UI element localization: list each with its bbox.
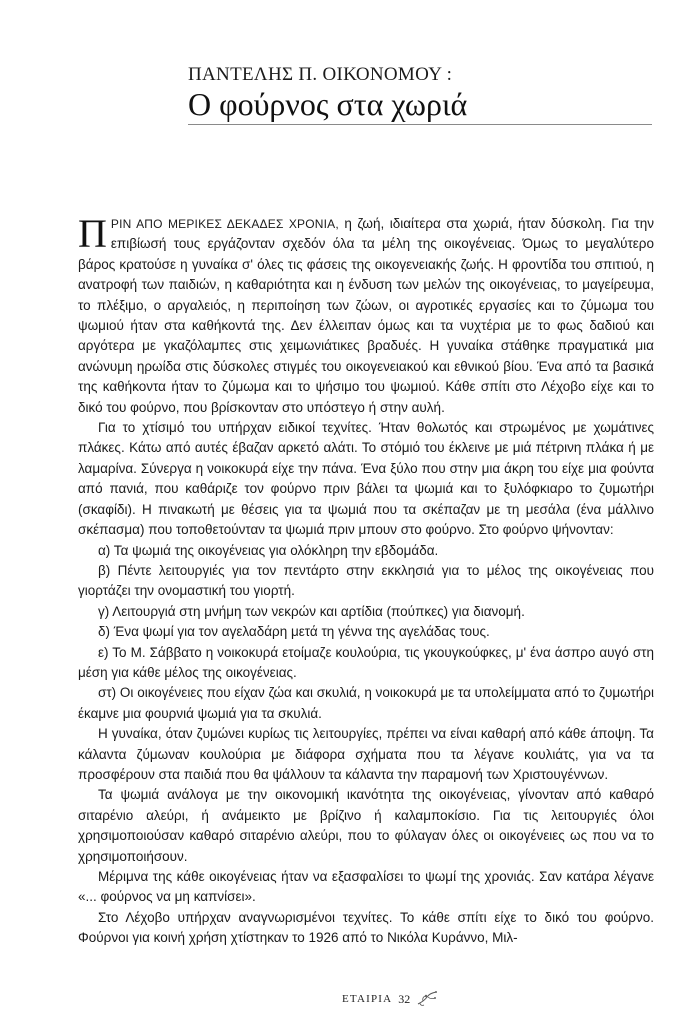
list-item: δ) Ένα ψωμί για τον αγελαδάρη μετά τη γέννα της αγελάδας τους. <box>98 624 490 640</box>
list-item: ε) Το Μ. Σάββατο η νοικοκυρά ετοίμαζε κουλούρια, τις γκουγκούφκες, μ' ένα άσπρο αυγό στη μέση για κάθε μέλος της οικογένειας. <box>78 644 654 680</box>
list-item: γ) Λειτουργιά στη μνήμη των νεκρών και αρτίδια (πούπκες) για διανομή. <box>98 603 525 619</box>
page-number: 32 <box>398 991 411 1006</box>
floral-ornament-icon <box>416 990 438 1008</box>
footer-section-name: ΕΤΑΙΡΙΑ <box>342 993 393 1005</box>
article-body <box>78 211 654 949</box>
first-paragraph-text: η ζωή, ιδιαίτερα στα χωριά, ήταν δύσκολη. Για την επιβίωσή τους εργάζονταν σχεδόν όλα τα μέλη της οικογένειας. Όμως το μεγαλύτερο βάρος κρατούσε η γυναίκα σ' όλες τις φάσεις της οικογενειακής ζωής. Η φροντίδα του σπιτιού, η ανατροφή των παιδιών, η καθαριότητα και η ένδυση των μελών της οικογένειας, το μαγείρευμα, το πλέξιμο, ο αργαλειός, η περιποίηση των ζώων, οι αγροτικές εργασίες και το ζύμωμα του ψωμιού ήταν στα καθήκοντά της. Δεν έλλειπαν όμως και τα νυχτέρια με το φως δαδιού και αργότερα με γκαζόλαμπες στις χειμωνιάτικες βραδυές. Η γυναίκα στάθηκε πραγματικά μια ανώνυμη ηρωίδα στις δύσκολες στιγμές του οικογενειακού και εθνικού βίου. Ένα από τα βασικά της καθήκοντα ήταν το ζύμωμα και το ψήσιμο του ψωμιού. Κάθε σπίτι στο Λέχοβο είχε και το δικό του φούρνο, που βρίσκονταν στο υπόστεγο ή στην αυλή. <box>78 216 654 415</box>
page-footer <box>342 989 438 1009</box>
paragraph: Για το χτίσιμό του υπήρχαν ειδικοί τεχνίτες. Ήταν θολωτός και στρωμένος με χωμάτινες πλάκες. Κάτω από αυτές έβαζαν αρκετό αλάτι. Το στόμιό του έκλεινε με μιά πέτρινη πλάκα ή με λαμαρίνα. Σύνεργα η νοικοκυρά είχε την πάνα. Ένα ξύλο που στην μια άκρη του είχε μια φούντα από πανιά, που καθάριζε τον φούρνο πριν βάλει τα ψωμιά και το ξυλόφκιαρο το ζυμωτήρι (σκαφίδι). Η πινακωτή με θέσεις για τα ψωμιά που τα σκέπαζαν με τη μεσάλα (ένα μάλλινο σκέπασμα) που τοποθετούνταν τα ψωμιά πριν μπουν στο φούρνο. Στο φούρνο ψήνονταν: <box>78 420 654 538</box>
list-item: στ) Οι οικογένειες που είχαν ζώα και σκυλιά, η νοικοκυρά με τα υπολείμματα από το ζυμωτήρι έκαμνε μια φουρνιά ψωμιά για τα σκυλιά. <box>78 685 654 721</box>
title-underline <box>188 124 652 125</box>
paragraph: Τα ψωμιά ανάλογα με την οικονομική ικανότητα της οικογένειας, γίνονταν από καθαρό σιταρένιο αλεύρι, ή ανάμεικτο με βρίζινο ή καλαμποκίσιο. Για τις λειτουργιές όλοι χρησιμοποιούσαν καθαρό σιταρένιο αλεύρι, που το φύλαγαν όλες οι οικογένειες ως που να το χρησιμοποιήσουν. <box>78 787 654 864</box>
drop-cap: Π <box>78 211 107 256</box>
lead-in-text: ΡΙΝ ΑΠΟ ΜΕΡΙΚΕΣ ΔΕΚΑΔΕΣ ΧΡΟΝΙΑ, <box>110 217 339 231</box>
author-name: ΠΑΝΤΕΛΗΣ Π. ΟΙΚΟΝΟΜΟΥ : <box>188 64 453 85</box>
article-title: Ο φούρνος στα χωριά <box>188 86 468 122</box>
paragraph: Η γυναίκα, όταν ζυμώνει κυρίως τις λειτουργίες, πρέπει να είναι καθαρή από κάθε άποψη. Τα κάλαντα ζύμωναν κουλούρια με διάφορα σχήματα που τα λέγανε κουλιάτς, για να τα προσφέρουν στα παιδιά που θα ψάλλουν τα κάλαντα την παραμονή των Χριστουγέννων. <box>78 726 654 782</box>
first-paragraph <box>78 211 654 418</box>
paragraph: Στο Λέχοβο υπήρχαν αναγνωρισμένοι τεχνίτες. Το κάθε σπίτι είχε το δικό του φούρνο. Φούρνοι για κοινή χρήση χτίστηκαν το 1926 από το Νικόλα Κυράννο, Μιλ- <box>78 909 654 946</box>
list-item: β) Πέντε λειτουργιές για τον πεντάρτο στην εκκλησιά για το μέλος της οικογένειας που γιορτάζει την ονομαστική του γιορτή. <box>78 562 654 599</box>
article-header <box>188 64 652 125</box>
list-item: α) Τα ψωμιά της οικογένειας για ολόκληρη την εβδομάδα. <box>98 542 439 558</box>
paragraph: Μέριμνα της κάθε οικογένειας ήταν να εξασφαλίσει το ψωμί της χρονιάς. Σαν κατάρα λέγανε «... φούρνος να μη καπνίσει». <box>78 869 654 905</box>
